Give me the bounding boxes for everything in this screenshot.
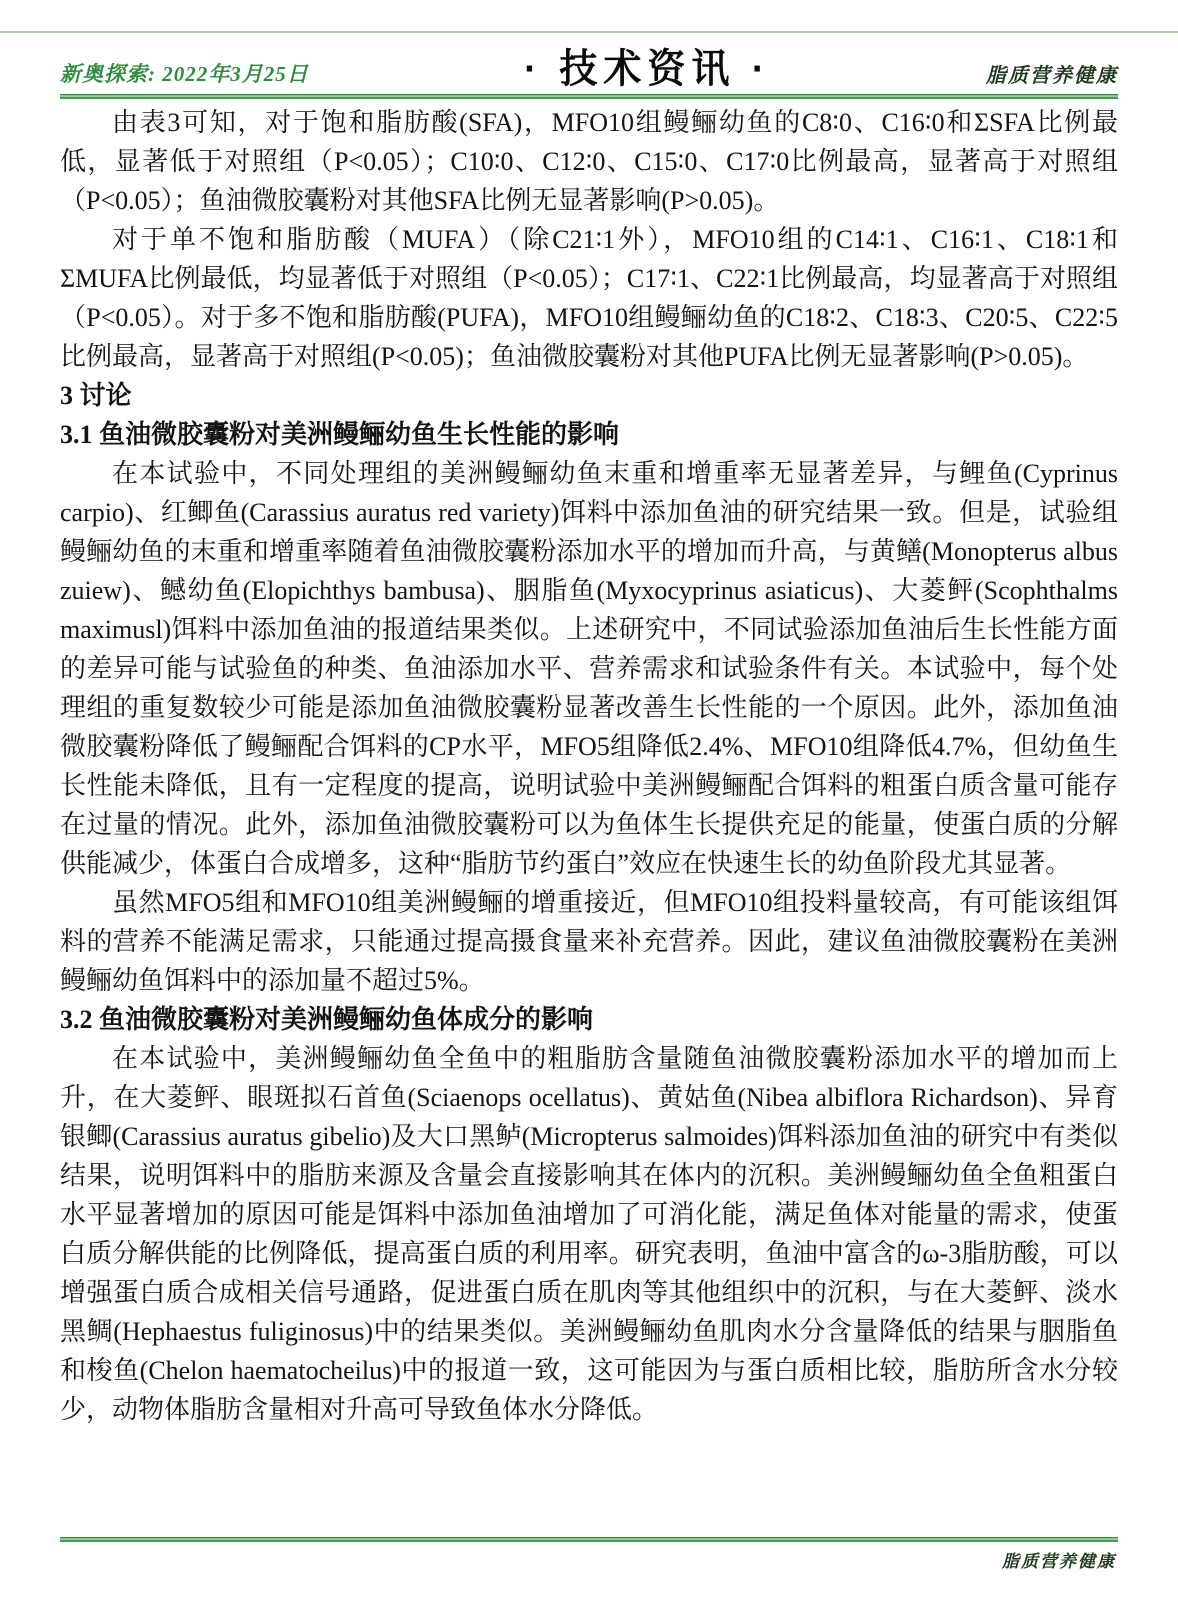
page-header [60, 46, 1118, 92]
article-body [60, 103, 1118, 1429]
header-journal-name: 脂质营养健康 [986, 65, 1118, 87]
page-section-title: · 技术资讯 · [524, 47, 771, 92]
page-top-rule [0, 31, 1178, 33]
header-rule [60, 94, 1118, 99]
footer-journal-name: 脂质营养健康 [1002, 1552, 1116, 1571]
body-paragraph: 在本试验中，不同处理组的美洲鳗鲡幼鱼末重和增重率无显著差异，与鲤鱼(Cyprinus carpio)、红鲫鱼(Carassius auratus red variety)饵料中添加鱼油的研究结果一致。但是，试验组鳗鲡幼鱼的末重和增重率随着鱼油微胶囊粉添加水平的增加而升高，与黄鳝(Monopterus albus zuiew)、鳡幼鱼(Elopichthys bambusa)、胭脂鱼(Myxocyprinus asiaticus)、大菱鲆(Scophthalms maximusl)饵料中添加鱼油的报道结果类似。上述研究中，不同试验添加鱼油后生长性能方面的差异可能与试验鱼的种类、鱼油添加水平、营养需求和试验条件有关。本试验中，每个处理组的重复数较少可能是添加鱼油微胶囊粉显著改善生长性能的一个原因。此外，添加鱼油微胶囊粉降低了鳗鲡配合饵料的CP水平，MFO5组降低2.4%、MFO10组降低4.7%，但幼鱼生长性能未降低，且有一定程度的提高，说明试验中美洲鳗鲡配合饵料的粗蛋白质含量可能存在过量的情况。此外，添加鱼油微胶囊粉可以为鱼体生长提供充足的能量，使蛋白质的分解供能减少，体蛋白合成增多，这种“脂肪节约蛋白”效应在快速生长的幼鱼阶段尤其显著。 [60, 459, 1118, 878]
footer-rule [60, 1537, 1118, 1542]
section-heading: 3.2 鱼油微胶囊粉对美洲鳗鲡幼鱼体成分的影响 [60, 1005, 594, 1034]
section-heading: 3 讨论 [60, 381, 132, 410]
body-paragraph: 对于单不饱和脂肪酸（MUFA）（除C21∶1外），MFO10组的C14∶1、C16∶1、C18∶1和ΣMUFA比例最低，均显著低于对照组（P<0.05）；C17∶1、C22∶1比例最高，均显著高于对照组（P<0.05）。对于多不饱和脂肪酸(PUFA)，MFO10组鳗鲡幼鱼的C18∶2、C18∶3、C20∶5、C22∶5比例最高，显著高于对照组(P<0.05)；鱼油微胶囊粉对其他PUFA比例无显著影响(P>0.05)。 [60, 225, 1118, 371]
header-source-date: 新奥探索: 2022年3月25日 [60, 62, 309, 86]
body-paragraph: 虽然MFO5组和MFO10组美洲鳗鲡的增重接近，但MFO10组投料量较高，有可能该组饵料的营养不能满足需求，只能通过提高摄食量来补充营养。因此，建议鱼油微胶囊粉在美洲鳗鲡幼鱼饵料中的添加量不超过5%。 [60, 888, 1118, 995]
section-heading: 3.1 鱼油微胶囊粉对美洲鳗鲡幼鱼生长性能的影响 [60, 420, 620, 449]
body-paragraph: 在本试验中，美洲鳗鲡幼鱼全鱼中的粗脂肪含量随鱼油微胶囊粉添加水平的增加而上升，在大菱鲆、眼斑拟石首鱼(Sciaenops ocellatus)、黄姑鱼(Nibea albiflora Richardson)、异育银鲫(Carassius auratus gibelio)及大口黑鲈(Micropterus salmoides)饵料添加鱼油的研究中有类似结果，说明饵料中的脂肪来源及含量会直接影响其在体内的沉积。美洲鳗鲡幼鱼全鱼粗蛋白水平显著增加的原因可能是饵料中添加鱼油增加了可消化能，满足鱼体对能量的需求，使蛋白质分解供能的比例降低，提高蛋白质的利用率。研究表明，鱼油中富含的ω-3脂肪酸，可以增强蛋白质合成相关信号通路，促进蛋白质在肌肉等其他组织中的沉积，与在大菱鲆、淡水黑鲷(Hephaestus fuliginosus)中的结果类似。美洲鳗鲡幼鱼肌肉水分含量降低的结果与胭脂鱼和梭鱼(Chelon haematocheilus)中的报道一致，这可能因为与蛋白质相比较，脂肪所含水分较少，动物体脂肪含量相对升高可导致鱼体水分降低。 [60, 1044, 1118, 1424]
body-paragraph: 由表3可知，对于饱和脂肪酸(SFA)，MFO10组鳗鲡幼鱼的C8∶0、C16∶0和ΣSFA比例最低，显著低于对照组（P<0.05）；C10∶0、C12∶0、C15∶0、C17∶0比例最高，显著高于对照组（P<0.05）；鱼油微胶囊粉对其他SFA比例无显著影响(P>0.05)。 [60, 108, 1118, 215]
